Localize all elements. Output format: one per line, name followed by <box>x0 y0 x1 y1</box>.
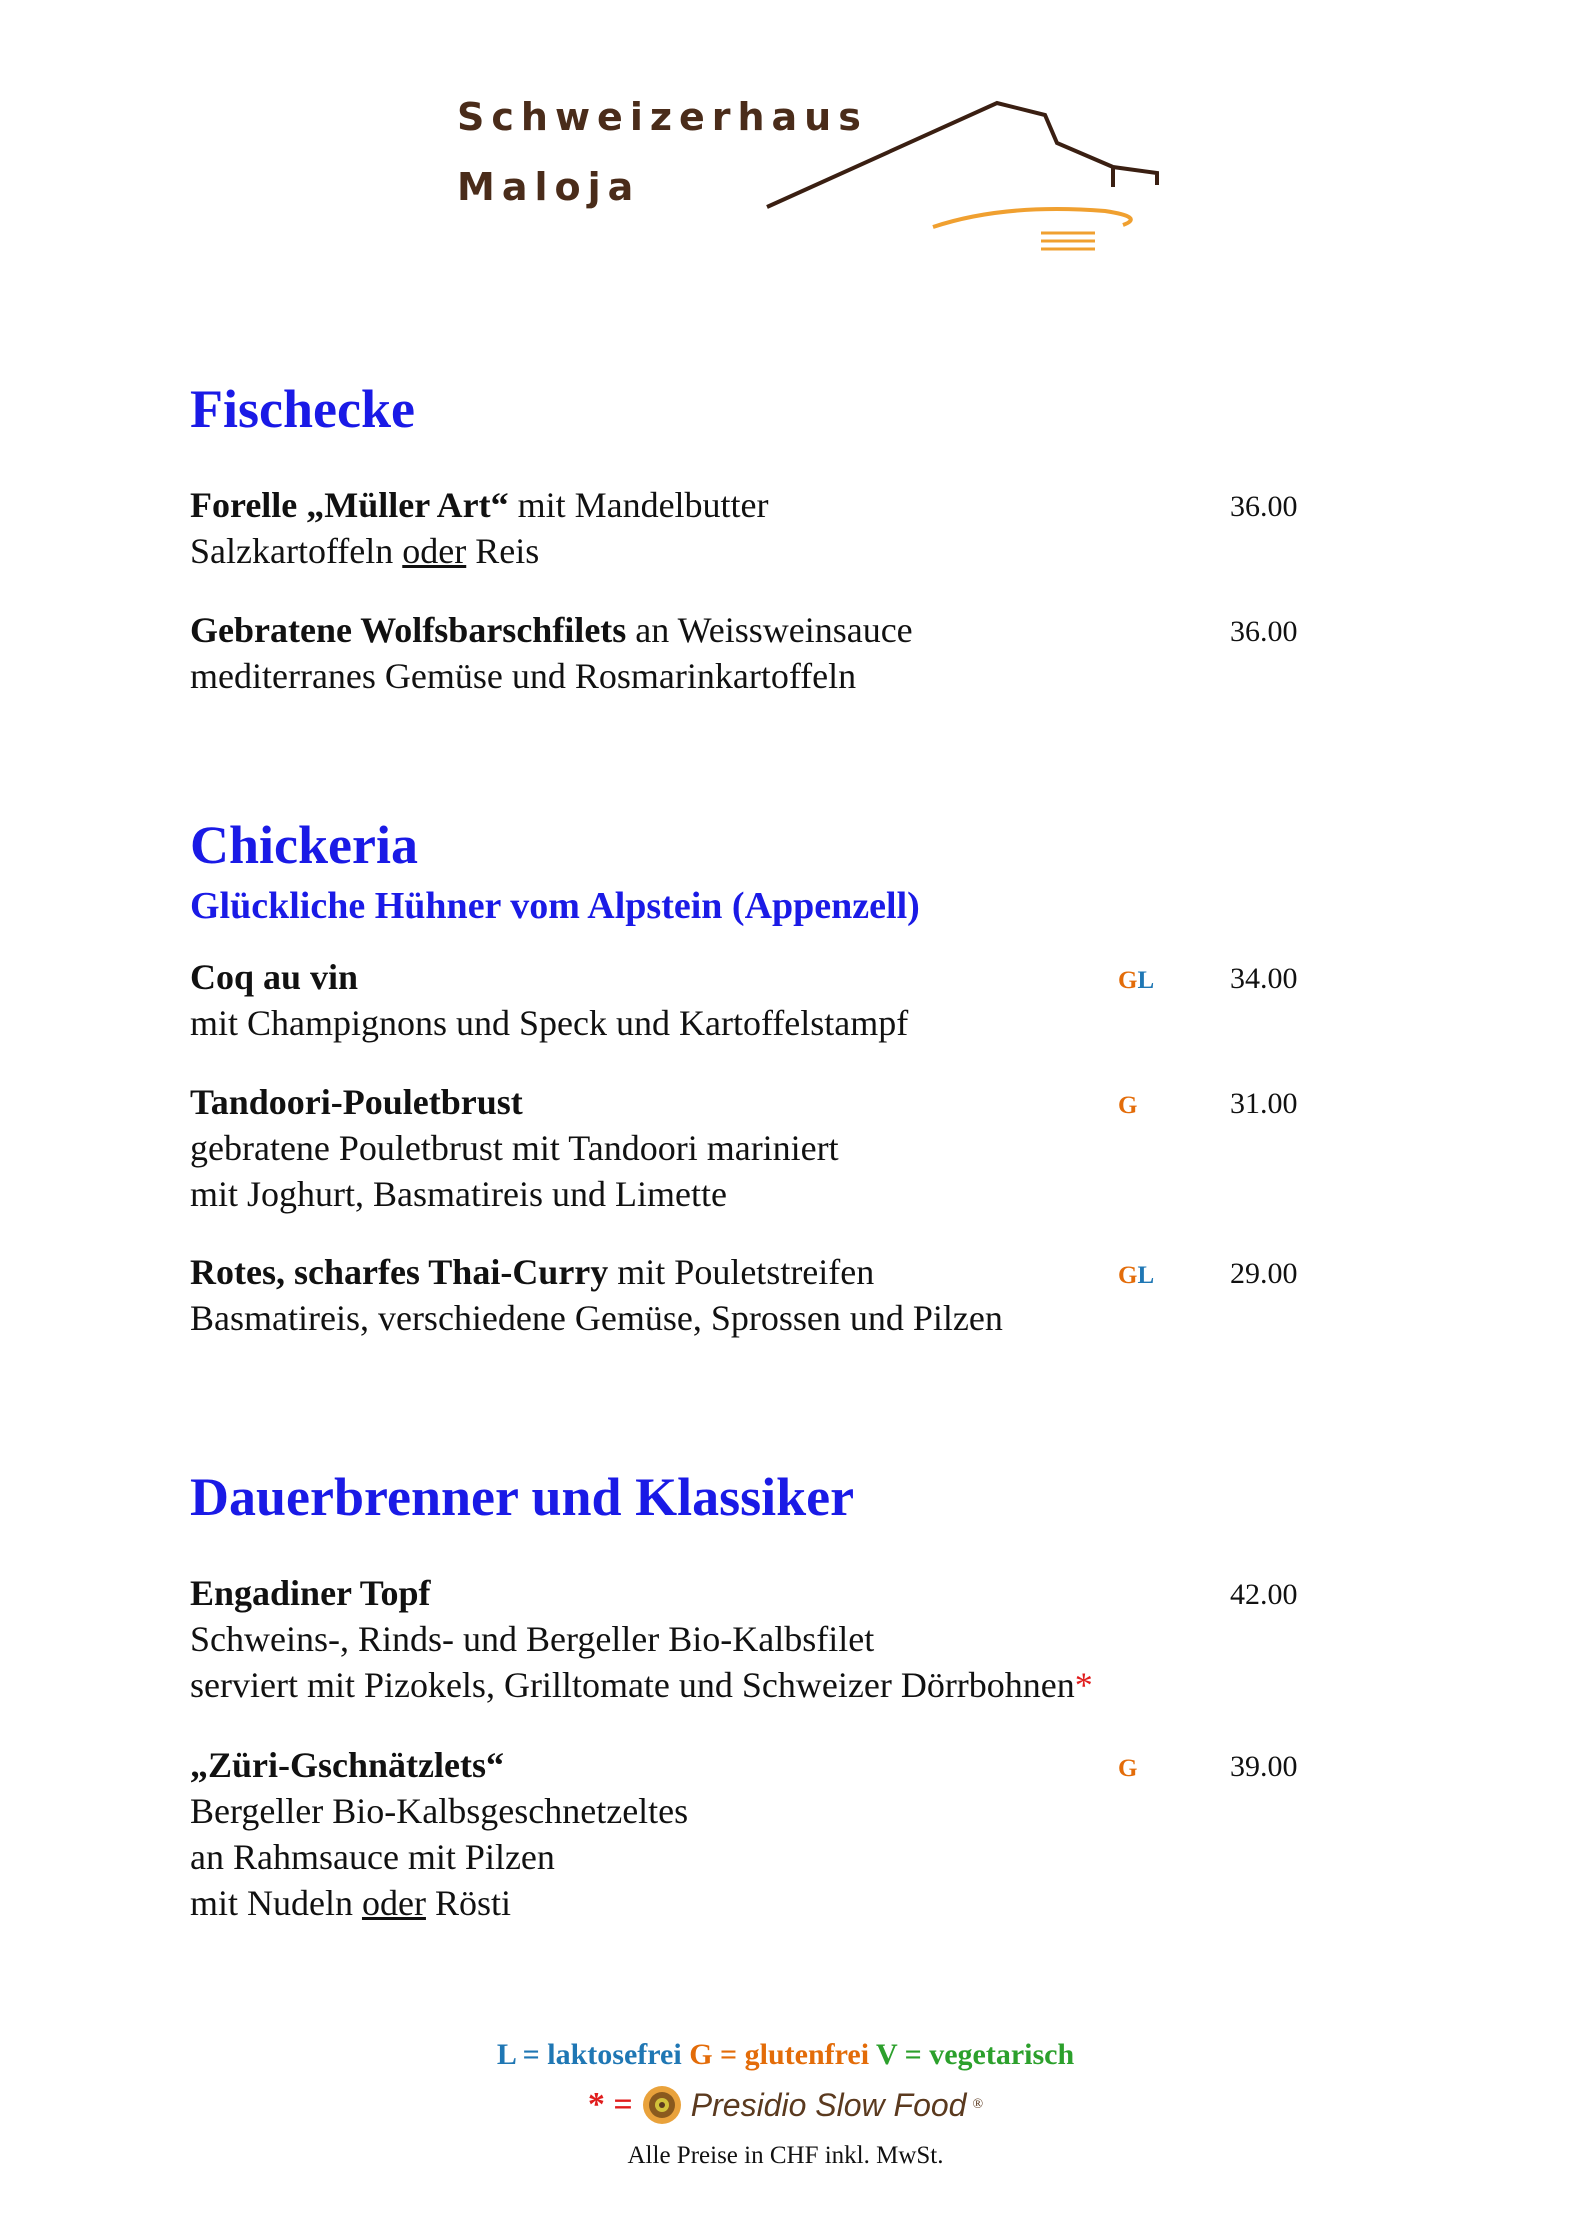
dish-name: „Züri-Gschnätzlets“ <box>190 1745 504 1785</box>
dish-price: 29.00 <box>1230 1257 1298 1290</box>
dish-price: 34.00 <box>1230 962 1298 995</box>
section-subtitle: Glückliche Hühner vom Alpstein (Appenzell) <box>190 885 920 927</box>
dish-name: Forelle „Müller Art“ <box>190 485 509 525</box>
dish-name: Engadiner Topf <box>190 1573 431 1613</box>
dish-description: Basmatireis, verschiedene Gemüse, Sprossen und Pilzen <box>190 1298 1003 1338</box>
dish-description: mediterranes Gemüse und Rosmarinkartoffeln <box>190 656 857 696</box>
dish-name: Coq au vin <box>190 957 359 997</box>
section-dauerbrenner <box>190 1467 1370 1923</box>
dish-description: mit Nudeln <box>190 1883 362 1923</box>
dish-description: mit Champignons und Speck und Kartoffelstampf <box>190 1003 909 1043</box>
dish-tags <box>1118 1083 1137 1129</box>
menu-item <box>190 1742 1370 1926</box>
dish-name: Tandoori-Pouletbrust <box>190 1082 523 1122</box>
dish-description: Bergeller Bio-Kalbsgeschnetzeltes <box>190 1791 689 1831</box>
slow-food-note <box>0 2082 1571 2130</box>
dish-name-rest: mit Pouletstreifen <box>608 1252 875 1292</box>
restaurant-logo <box>445 85 1165 260</box>
dish-price: 39.00 <box>1230 1750 1298 1783</box>
dish-name: Rotes, scharfes Thai-Curry <box>190 1252 609 1292</box>
lactose-free-tag: L <box>1137 967 1155 994</box>
menu-item <box>190 954 1370 1046</box>
registered-mark: ® <box>972 2097 984 2112</box>
lactose-free-tag: L <box>1137 1262 1155 1289</box>
dish-description-underline: oder <box>402 531 467 571</box>
slow-food-name: Presidio Slow Food <box>690 2086 967 2123</box>
dish-description: mit Joghurt, Basmatireis und Limette <box>190 1174 727 1214</box>
dish-tags <box>1118 1253 1154 1299</box>
dish-name: Gebratene Wolfsbarschfilets <box>190 610 627 650</box>
logo-text-line2: Maloja <box>457 165 641 209</box>
prices-note: Alle Preise in CHF inkl. MwSt. <box>627 2142 944 2169</box>
dish-description: serviert mit Pizokels, Grilltomate und Schweizer Dörrbohnen <box>190 1665 1075 1705</box>
dish-description: Salzkartoffeln <box>190 531 403 571</box>
menu-item <box>190 482 1370 574</box>
menu-item <box>190 1249 1370 1341</box>
dish-price: 42.00 <box>1230 1578 1298 1611</box>
gluten-free-tag: G <box>1118 1755 1138 1782</box>
dish-price: 36.00 <box>1230 490 1298 523</box>
section-title: Chickeria <box>190 815 418 875</box>
legend-vegetarian: V = vegetarisch <box>876 2038 1075 2071</box>
section-title: Dauerbrenner und Klassiker <box>190 1467 855 1527</box>
dish-description-end: Reis <box>466 531 540 571</box>
dish-name-rest: an Weissweinsauce <box>626 610 913 650</box>
gluten-free-tag: G <box>1118 967 1138 994</box>
gluten-free-tag: G <box>1118 1092 1138 1119</box>
diet-legend <box>0 2038 1571 2072</box>
roof-logo-icon <box>445 85 1165 260</box>
dish-description: gebratene Pouletbrust mit Tandoori mariniert <box>190 1128 839 1168</box>
section-chickeria <box>190 815 1370 1338</box>
menu-item <box>190 1570 1370 1708</box>
dish-description: Schweins-, Rinds- und Bergeller Bio-Kalbsfilet <box>190 1619 875 1659</box>
dish-tags <box>1118 958 1154 1004</box>
menu-item <box>190 1079 1370 1217</box>
dish-description-end: Rösti <box>425 1883 511 1923</box>
menu-item <box>190 607 1370 699</box>
slow-food-snail-icon <box>639 2082 685 2128</box>
dish-name-rest: mit Mandelbutter <box>508 485 769 525</box>
gluten-free-tag: G <box>1118 1262 1138 1289</box>
slow-food-star: * <box>1074 1665 1093 1705</box>
slow-food-prefix: * = <box>587 2086 633 2123</box>
legend-gluten: G = glutenfrei <box>689 2038 870 2071</box>
dish-description: an Rahmsauce mit Pilzen <box>190 1837 555 1877</box>
dish-price: 31.00 <box>1230 1087 1298 1120</box>
dish-price: 36.00 <box>1230 615 1298 648</box>
legend-lactose: L = laktosefrei <box>496 2038 682 2071</box>
section-title: Fischecke <box>190 379 415 439</box>
dish-description-underline: oder <box>361 1883 426 1923</box>
logo-text-line1: Schweizerhaus <box>457 95 868 139</box>
dish-tags <box>1118 1746 1137 1792</box>
section-fischecke <box>190 379 1370 696</box>
